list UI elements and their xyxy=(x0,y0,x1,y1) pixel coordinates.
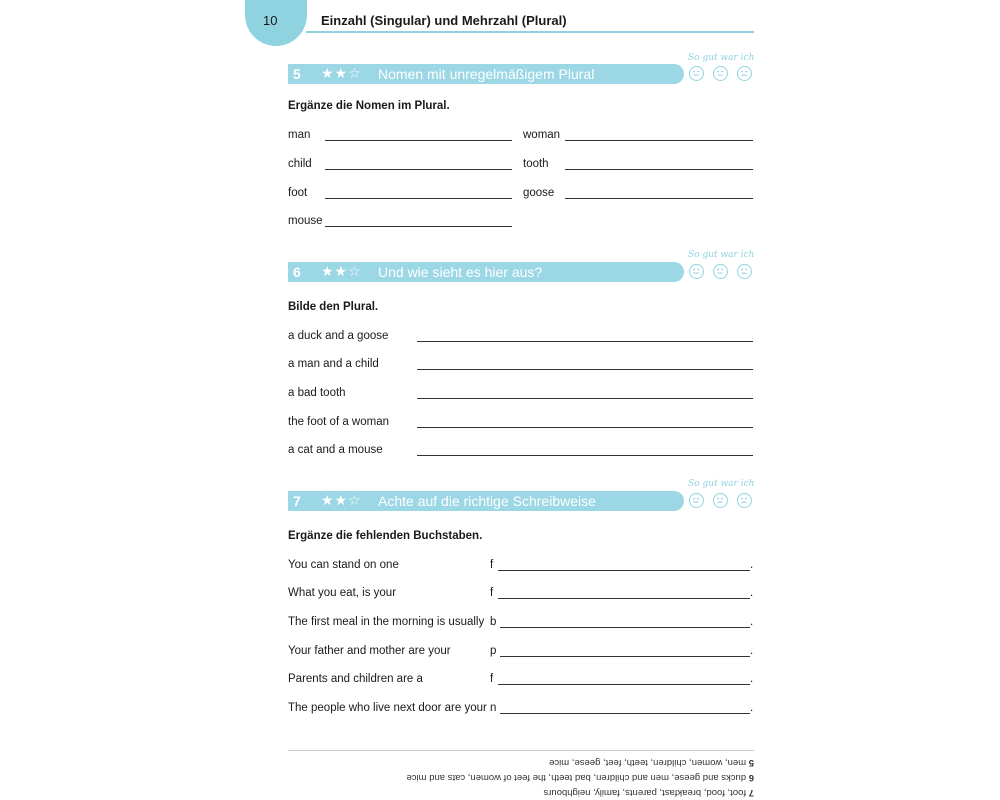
noun-label: goose xyxy=(523,187,555,199)
answer-line[interactable] xyxy=(417,369,753,370)
page-number: 10 xyxy=(263,13,278,28)
noun-label: foot xyxy=(288,187,308,199)
answer-line[interactable] xyxy=(498,570,750,571)
exercise-title: Achte auf die richtige Schreibweise xyxy=(378,493,596,509)
phrase-label: a man and a child xyxy=(288,358,379,370)
answer-line[interactable] xyxy=(325,169,512,170)
answer-line[interactable] xyxy=(500,656,750,657)
phrase-label: a duck and a goose xyxy=(288,330,389,342)
sentence-end: . xyxy=(750,587,754,599)
noun-label: mouse xyxy=(288,215,323,227)
self-rating-label: So gut war ich xyxy=(688,250,755,260)
answer-line[interactable] xyxy=(500,713,750,714)
sentence-end: . xyxy=(750,673,754,685)
exercise-title: Und wie sieht es hier aus? xyxy=(378,264,543,280)
neutral-face-icon[interactable] xyxy=(713,264,728,279)
noun-label: child xyxy=(288,158,312,170)
answer-key-divider xyxy=(288,750,754,751)
answer-line[interactable] xyxy=(498,684,750,685)
answer-line[interactable] xyxy=(325,226,512,227)
first-letter: f xyxy=(490,673,494,685)
first-letter: f xyxy=(490,587,494,599)
difficulty-stars-icon: ★★☆ xyxy=(321,65,362,81)
sentence-prompt: You can stand on one xyxy=(288,559,399,571)
sentence-prompt: The people who live next door are your xyxy=(288,702,487,714)
exercise-title: Nomen mit unregelmäßigem Plural xyxy=(378,66,595,82)
neutral-face-icon[interactable] xyxy=(713,493,728,508)
answer-line-5: 5 men, women, children, teeth, feet, geese, mice xyxy=(549,757,754,768)
answer-line-7: 7 foot, food, breakfast, parents, family, neighbours xyxy=(543,787,754,798)
first-letter: n xyxy=(490,702,497,714)
happy-face-icon[interactable] xyxy=(689,66,704,81)
answer-line[interactable] xyxy=(565,198,753,199)
answer-line[interactable] xyxy=(417,427,753,428)
answer-line[interactable] xyxy=(500,627,750,628)
title-divider xyxy=(306,31,754,33)
exercise-7-header xyxy=(288,491,684,511)
difficulty-stars-icon: ★★☆ xyxy=(321,492,362,508)
exercise-6-header xyxy=(288,262,684,282)
self-rating-label: So gut war ich xyxy=(688,479,755,489)
sentence-end: . xyxy=(750,702,754,714)
happy-face-icon[interactable] xyxy=(689,493,704,508)
exercise-number: 5 xyxy=(293,66,301,82)
sentence-prompt: Parents and children are a xyxy=(288,673,423,685)
sentence-end: . xyxy=(750,645,754,657)
phrase-label: a cat and a mouse xyxy=(288,444,383,456)
first-letter: p xyxy=(490,645,497,657)
phrase-label: the foot of a woman xyxy=(288,416,390,428)
difficulty-stars-icon: ★★☆ xyxy=(321,263,362,279)
answer-line[interactable] xyxy=(417,398,753,399)
exercise-instruction: Ergänze die Nomen im Plural. xyxy=(288,100,450,112)
noun-label: woman xyxy=(523,129,561,141)
page-title: Einzahl (Singular) und Mehrzahl (Plural) xyxy=(321,13,567,28)
sentence-prompt: What you eat, is your xyxy=(288,587,397,599)
answer-line[interactable] xyxy=(498,598,750,599)
noun-label: man xyxy=(288,129,311,141)
answer-line[interactable] xyxy=(565,140,753,141)
answer-key xyxy=(288,752,754,800)
exercise-number: 7 xyxy=(293,493,301,509)
sad-face-icon[interactable] xyxy=(737,66,752,81)
sad-face-icon[interactable] xyxy=(737,264,752,279)
exercise-instruction: Bilde den Plural. xyxy=(288,301,379,313)
neutral-face-icon[interactable] xyxy=(713,66,728,81)
happy-face-icon[interactable] xyxy=(689,264,704,279)
answer-line[interactable] xyxy=(565,169,753,170)
first-letter: b xyxy=(490,616,497,628)
answer-line-6: 6 ducks and geese, men and children, bad teeth, the feet of women, cats and mice xyxy=(406,772,754,783)
exercise-5-header xyxy=(288,64,684,84)
sentence-end: . xyxy=(750,559,754,571)
exercise-instruction: Ergänze die fehlenden Buchstaben. xyxy=(288,530,483,542)
sentence-prompt: Your father and mother are your xyxy=(288,645,451,657)
answer-line[interactable] xyxy=(325,140,512,141)
sad-face-icon[interactable] xyxy=(737,493,752,508)
phrase-label: a bad tooth xyxy=(288,387,346,399)
answer-line[interactable] xyxy=(417,455,753,456)
answer-line[interactable] xyxy=(417,341,753,342)
self-rating-label: So gut war ich xyxy=(688,53,755,63)
first-letter: f xyxy=(490,559,494,571)
sentence-end: . xyxy=(750,616,754,628)
answer-line[interactable] xyxy=(325,198,512,199)
exercise-number: 6 xyxy=(293,264,301,280)
noun-label: tooth xyxy=(523,158,549,170)
sentence-prompt: The first meal in the morning is usually xyxy=(288,616,485,628)
